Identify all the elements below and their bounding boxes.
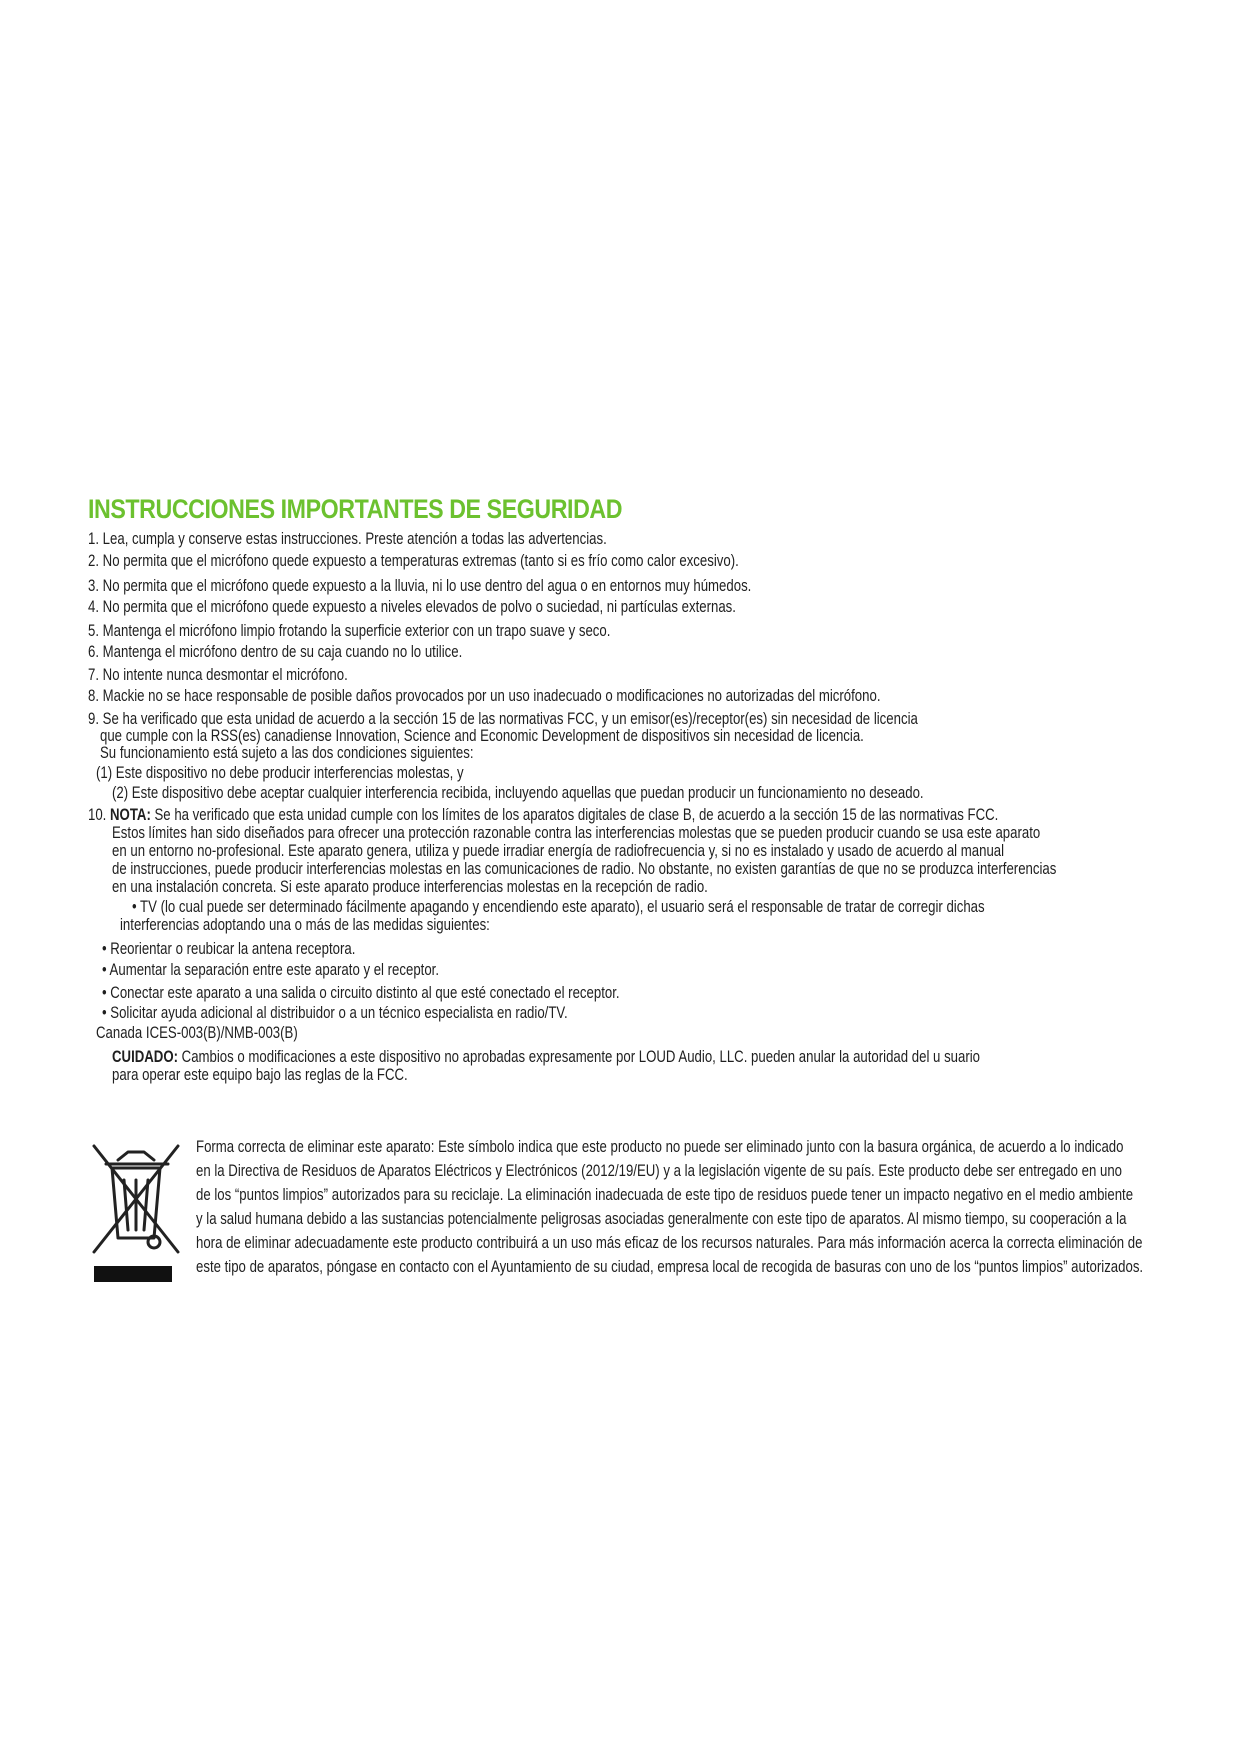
cuidado-first-line xyxy=(112,1048,980,1067)
nota-line: • TV (lo cual puede ser determinado fácilmente apagando y encendiendo este aparato), el usuario será el responsable de tratar de corregir dichas xyxy=(132,898,985,916)
page-title: INSTRUCCIONES IMPORTANTES DE SEGURIDAD xyxy=(88,494,623,524)
crossed-out-wheelie-bin-icon xyxy=(88,1140,184,1260)
weee-text-line: este tipo de aparatos, póngase en contacto con el Ayuntamiento de su ciudad, empresa local de recogida de basuras con uno de los “puntos limpios” autorizados. xyxy=(196,1258,1144,1276)
cuidado-label: CUIDADO: xyxy=(112,1048,178,1066)
safety-item-7: 7. No intente nunca desmontar el micrófono. xyxy=(88,666,348,684)
weee-text-line: en la Directiva de Residuos de Aparatos Eléctricos y Electrónicos (2012/19/EU) y a la legislación vigente de su país. Este producto debe ser entregado en uno xyxy=(196,1162,1123,1180)
measure-bullet: • Solicitar ayuda adicional al distribuidor o a un técnico especialista en radio/TV. xyxy=(102,1004,568,1022)
nota-text: Se ha verificado que esta unidad cumple con los límites de los aparatos digitales de clase B, de acuerdo a la sección 15 de las normativas FCC. xyxy=(150,806,999,824)
weee-marking-bar xyxy=(94,1266,172,1282)
nota-first-line xyxy=(88,806,998,825)
nota-line: en un entorno no-profesional. Este aparato genera, utiliza y puede irradiar energía de radiofrecuencia y, si no es instalado y usado de acuerdo al manual xyxy=(112,842,1005,860)
cuidado-text: Cambios o modificaciones a este dispositivo no aprobadas expresamente por LOUD Audio, LLC. pueden anular la autoridad del u suario xyxy=(178,1048,981,1066)
safety-item-9: 9. Se ha verificado que esta unidad de acuerdo a la sección 15 de las normativas FCC, y un emisor(es)/receptor(es) sin necesidad de licencia xyxy=(88,710,918,728)
weee-text-line: y la salud humana debido a las sustancias potencialmente peligrosas asociadas generalmente con este tipo de aparatos. Al mismo tiempo, su cooperación a la xyxy=(196,1210,1127,1228)
safety-item-4: 4. No permita que el micrófono quede expuesto a niveles elevados de polvo o suciedad, ni partículas externas. xyxy=(88,598,736,616)
safety-item-2: 2. No permita que el micrófono quede expuesto a temperaturas extremas (tanto si es frío como calor excesivo). xyxy=(88,552,739,570)
nota-line: interferencias adoptando una o más de las medidas siguientes: xyxy=(120,916,490,934)
measure-bullet: • Conectar este aparato a una salida o circuito distinto al que esté conectado el receptor. xyxy=(102,984,620,1002)
nota-line: de instrucciones, puede producir interferencias molestas en las comunicaciones de radio. No obstante, no existen garantías de que no se produzca interferencias xyxy=(112,860,1057,878)
weee-text-line: de los “puntos limpios” autorizados para su reciclaje. La eliminación inadecuada de este tipo de residuos puede tener un impacto negativo en el medio ambiente xyxy=(196,1186,1134,1204)
weee-text-line: hora de eliminar adecuadamente este producto contribuirá a un uso más eficaz de los recursos naturales. Para más información acerca la correcta eliminación de xyxy=(196,1234,1143,1252)
nota-line: Estos límites han sido diseñados para ofrecer una protección razonable contra las interferencias molestas que se pueden producir cuando se usa este aparato xyxy=(112,824,1041,842)
safety-item-5: 5. Mantenga el micrófono limpio frotando la superficie exterior con un trapo suave y seco. xyxy=(88,622,611,640)
condition-2: (2) Este dispositivo debe aceptar cualquier interferencia recibida, incluyendo aquellas que puedan producir un funcionamiento no deseado. xyxy=(112,784,924,802)
measure-bullet: • Reorientar o reubicar la antena receptora. xyxy=(102,940,356,958)
canada-compliance: Canada ICES-003(B)/NMB-003(B) xyxy=(96,1024,298,1042)
nota-number: 10. xyxy=(88,806,107,824)
safety-item-1: 1. Lea, cumpla y conserve estas instrucciones. Preste atención a todas las advertencias. xyxy=(88,530,607,548)
nota-label: NOTA: xyxy=(110,806,151,824)
safety-item-6: 6. Mantenga el micrófono dentro de su caja cuando no lo utilice. xyxy=(88,643,463,661)
safety-item-9-line-2: que cumple con la RSS(es) canadiense Innovation, Science and Economic Development de dispositivos sin necesidad de licencia. xyxy=(100,727,864,745)
nota-line: en una instalación concreta. Si este aparato produce interferencias molestas en la recepción de radio. xyxy=(112,878,708,896)
condition-1: (1) Este dispositivo no debe producir interferencias molestas, y xyxy=(96,764,464,782)
safety-item-9-line-3: Su funcionamiento está sujeto a las dos condiciones siguientes: xyxy=(100,744,474,762)
cuidado-second-line: para operar este equipo bajo las reglas de la FCC. xyxy=(112,1066,408,1084)
safety-item-8: 8. Mackie no se hace responsable de posible daños provocados por un uso inadecuado o modificaciones no autorizadas del micrófono. xyxy=(88,687,881,705)
weee-text-line: Forma correcta de eliminar este aparato: Este símbolo indica que este producto no puede ser eliminado junto con la basura orgánica, de acuerdo a lo indicado xyxy=(196,1138,1124,1156)
measure-bullet: • Aumentar la separación entre este aparato y el receptor. xyxy=(102,961,440,979)
safety-item-3: 3. No permita que el micrófono quede expuesto a la lluvia, ni lo use dentro del agua o en entornos muy húmedos. xyxy=(88,577,752,595)
